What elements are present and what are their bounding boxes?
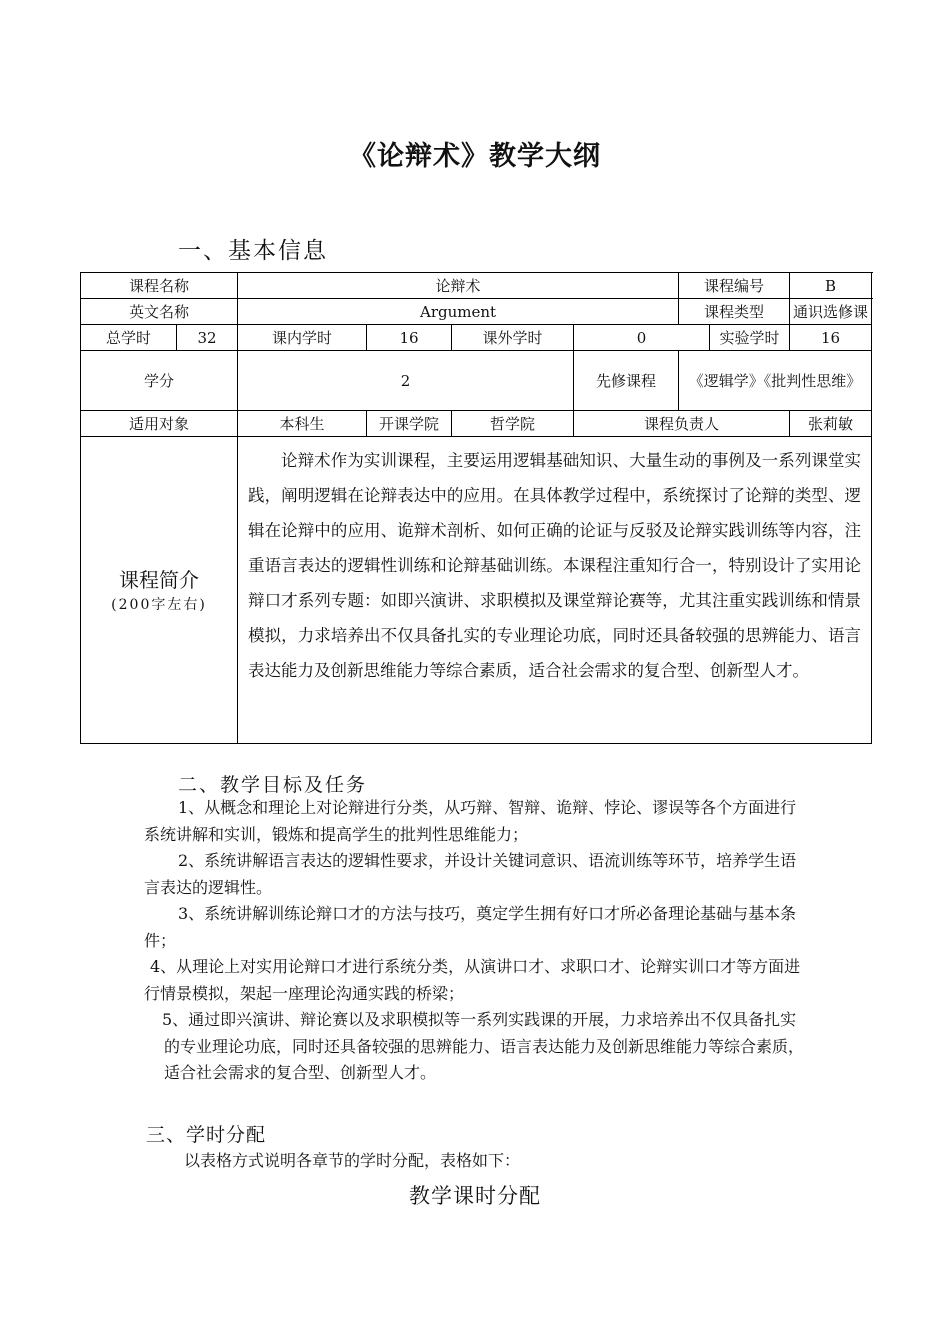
section-basic-info-heading: 一、基本信息 bbox=[178, 238, 328, 264]
goals-list bbox=[144, 795, 812, 1087]
course-intro-label: 课程简介 bbox=[119, 568, 199, 593]
hours-description: 以表格方式说明各章节的学时分配，表格如下： bbox=[184, 1151, 521, 1170]
course-type-value: 通识选修课 bbox=[790, 299, 872, 325]
table-row bbox=[81, 351, 872, 411]
lab-hours-label: 实验学时 bbox=[710, 325, 790, 351]
course-intro-text: 论辩术作为实训课程，主要运用逻辑基础知识、大量生动的事例及一系列课堂实践，阐明逻辑在论辩表达中的应用。在具体教学过程中，系统探讨了论辩的类型、逻辑在论辩中的应用、诡辩术剖析、如何正确的论证与反驳及论辩实践训练等内容，注重语言表达的逻辑性训练和论辩基础训练。本课程注重知行合一，特别设计了实用论辩口才系列专题：如即兴演讲、求职模拟及课堂辩论赛等，尤其注重实践训练和情景模拟，力求培养出不仅具备扎实的专业理论功底，同时还具备较强的思辨能力、语言表达能力及创新思维能力等综合素质，适合社会需求的复合型、创新型人才。 bbox=[238, 437, 872, 744]
course-name-label: 课程名称 bbox=[81, 273, 238, 299]
table-row bbox=[81, 273, 872, 299]
course-name-value: 论辩术 bbox=[238, 273, 679, 299]
instructor-label: 课程负责人 bbox=[574, 411, 790, 437]
credits-value: 2 bbox=[238, 351, 574, 411]
total-hours-value: 32 bbox=[177, 325, 238, 351]
course-intro-sublabel: (200字左右) bbox=[111, 597, 207, 614]
section-hours-heading: 三、学时分配 bbox=[146, 1124, 267, 1146]
course-type-label: 课程类型 bbox=[679, 299, 790, 325]
college-value: 哲学院 bbox=[452, 411, 574, 437]
audience-value: 本科生 bbox=[238, 411, 367, 437]
lab-hours-value: 16 bbox=[790, 325, 872, 351]
out-class-hours-label: 课外学时 bbox=[452, 325, 574, 351]
table-row bbox=[81, 437, 872, 744]
prerequisites-value: 《逻辑学》《批判性思维》 bbox=[679, 351, 872, 411]
prerequisites-label: 先修课程 bbox=[574, 351, 679, 411]
english-name-value: Argument bbox=[238, 299, 679, 325]
section-goals-heading: 二、教学目标及任务 bbox=[178, 774, 368, 796]
table-row bbox=[81, 325, 872, 351]
college-label: 开课学院 bbox=[367, 411, 452, 437]
goal-item-2: 2、系统讲解语言表达的逻辑性要求，并设计关键词意识、语流训练等环节，培养学生语言表达的逻辑性。 bbox=[144, 851, 797, 897]
basic-info-table bbox=[80, 272, 872, 744]
in-class-hours-value: 16 bbox=[367, 325, 452, 351]
table-row bbox=[81, 411, 872, 437]
document-title: 《论辩术》教学大纲 bbox=[349, 141, 601, 172]
goal-item-4: 4、从理论上对实用论辩口才进行系统分类，从演讲口才、求职口才、论辩实训口才等方面进行情景模拟，架起一座理论沟通实践的桥梁； bbox=[144, 957, 801, 1003]
goal-item-5: 5、通过即兴演讲、辩论赛以及求职模拟等一系列实践课的开展，力求培养出不仅具备扎实的专业理论功底，同时还具备较强的思辨能力、语言表达能力及创新思维能力等综合素质，适合社会需求的复合型、创新型人才。 bbox=[162, 1010, 805, 1082]
table-row bbox=[81, 299, 872, 325]
english-name-label: 英文名称 bbox=[81, 299, 238, 325]
course-intro-label-cell bbox=[81, 437, 238, 744]
course-code-label: 课程编号 bbox=[679, 273, 790, 299]
goal-item-3: 3、系统讲解训练论辩口才的方法与技巧，奠定学生拥有好口才所必备理论基础与基本条件； bbox=[144, 904, 797, 950]
hours-table-caption: 教学课时分配 bbox=[409, 1184, 541, 1208]
audience-label: 适用对象 bbox=[81, 411, 238, 437]
total-hours-label: 总学时 bbox=[81, 325, 177, 351]
out-class-hours-value: 0 bbox=[574, 325, 710, 351]
in-class-hours-label: 课内学时 bbox=[238, 325, 367, 351]
course-code-value: B bbox=[790, 273, 872, 299]
credits-label: 学分 bbox=[81, 351, 238, 411]
goal-item-1: 1、从概念和理论上对论辩进行分类，从巧辩、智辩、诡辩、悖论、谬误等各个方面进行系统讲解和实训，锻炼和提高学生的批判性思维能力； bbox=[144, 798, 797, 844]
instructor-value: 张莉敏 bbox=[790, 411, 872, 437]
